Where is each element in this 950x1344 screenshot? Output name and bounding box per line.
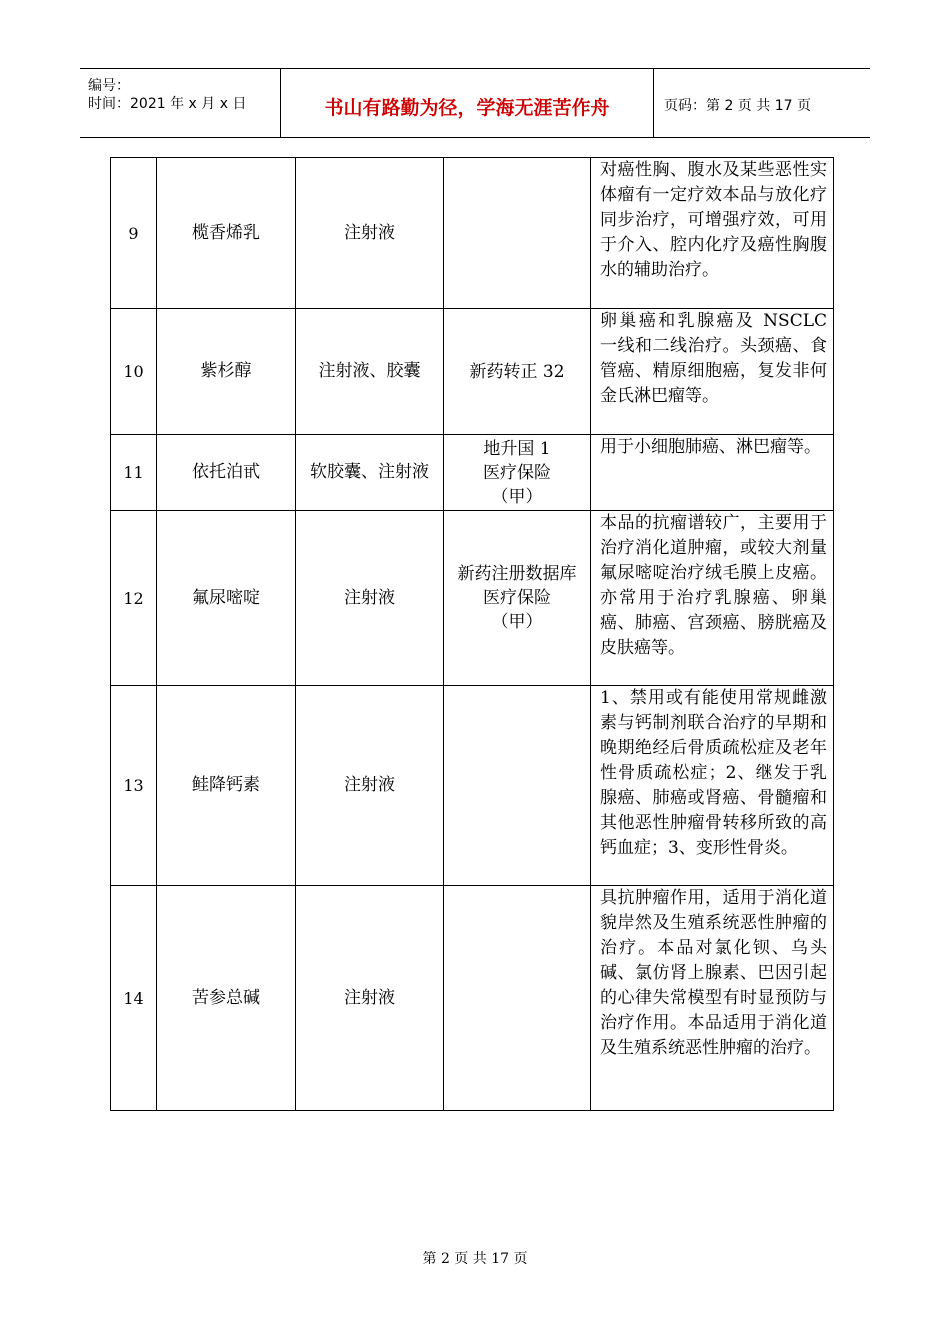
page-footer: 第 2 页 共 17 页 bbox=[422, 1251, 528, 1267]
registration-info bbox=[444, 158, 591, 309]
table-row bbox=[111, 158, 834, 309]
registration-line: 医疗保险 bbox=[483, 588, 551, 608]
drug-name: 依托泊甙 bbox=[157, 435, 296, 511]
registration-line: 新药转正 32 bbox=[469, 361, 565, 382]
drug-name: 鲑降钙素 bbox=[157, 686, 296, 886]
row-number: 13 bbox=[111, 686, 157, 886]
registration-line: （甲） bbox=[491, 486, 543, 507]
registration-line: 地升国 1 bbox=[483, 438, 551, 459]
drug-name: 氟尿嘧啶 bbox=[157, 511, 296, 686]
table-row bbox=[111, 435, 834, 511]
registration-info bbox=[444, 686, 591, 886]
registration-line: 医疗保险 bbox=[483, 462, 551, 483]
table-row bbox=[111, 686, 834, 886]
registration-info bbox=[444, 309, 591, 435]
indication-text: 卵巢癌和乳腺癌及 NSCLC 一线和二线治疗。头颈癌、食管癌、精原细胞癌，复发非何金氏淋巴瘤等。 bbox=[591, 309, 834, 435]
page-header bbox=[80, 68, 870, 138]
header-page-cell bbox=[654, 69, 870, 137]
registration-line: 新药注册数据库 bbox=[457, 564, 577, 584]
document-date-label: 时间：2021 年 x 月 x 日 bbox=[88, 96, 247, 112]
row-number: 14 bbox=[111, 886, 157, 1111]
indication-text: 用于小细胞肺癌、淋巴瘤等。 bbox=[591, 435, 834, 511]
header-meta bbox=[80, 69, 281, 137]
document-number-label: 编号： bbox=[88, 78, 130, 94]
dosage-form: 软胶囊、注射液 bbox=[296, 435, 444, 511]
registration-info bbox=[444, 435, 591, 511]
row-number: 9 bbox=[111, 158, 157, 309]
row-number: 12 bbox=[111, 511, 157, 686]
dosage-form: 注射液 bbox=[296, 158, 444, 309]
table-row bbox=[111, 309, 834, 435]
drug-table bbox=[110, 157, 834, 1111]
dosage-form: 注射液 bbox=[296, 511, 444, 686]
row-number: 10 bbox=[111, 309, 157, 435]
header-motto-cell bbox=[281, 69, 654, 137]
registration-line: （甲） bbox=[491, 612, 543, 632]
indication-text: 具抗肿瘤作用，适用于消化道貌岸然及生殖系统恶性肿瘤的治疗。本品对氯化钡、乌头碱、氯仿肾上腺素、巴因引起的心律失常模型有时显预防与治疗作用。本品适用于消化道及生殖系统恶性肿瘤的治疗。 bbox=[591, 886, 834, 1111]
table-row bbox=[111, 886, 834, 1111]
drug-name: 苦参总碱 bbox=[157, 886, 296, 1111]
header-motto: 书山有路勤为径，学海无涯苦作舟 bbox=[324, 97, 610, 119]
row-number: 11 bbox=[111, 435, 157, 511]
indication-text: 本品的抗瘤谱较广，主要用于治疗消化道肿瘤，或较大剂量氟尿嘧啶治疗绒毛膜上皮癌。亦常用于治疗乳腺癌、卵巢癌、肺癌、宫颈癌、膀胱癌及皮肤癌等。 bbox=[591, 511, 834, 686]
dosage-form: 注射液 bbox=[296, 686, 444, 886]
header-page-number: 页码：第 2 页 共 17 页 bbox=[664, 98, 811, 114]
drug-name: 紫杉醇 bbox=[157, 309, 296, 435]
registration-info bbox=[444, 511, 591, 686]
dosage-form: 注射液 bbox=[296, 886, 444, 1111]
dosage-form: 注射液、胶囊 bbox=[296, 309, 444, 435]
registration-info bbox=[444, 886, 591, 1111]
table-row bbox=[111, 511, 834, 686]
indication-text: 对癌性胸、腹水及某些恶性实体瘤有一定疗效本品与放化疗同步治疗，可增强疗效，可用于介入、腔内化疗及癌性胸腹水的辅助治疗。 bbox=[591, 158, 834, 309]
drug-name: 榄香烯乳 bbox=[157, 158, 296, 309]
indication-text: 1、禁用或有能使用常规雌激素与钙制剂联合治疗的早期和晚期绝经后骨质疏松症及老年性骨质疏松症；2、继发于乳腺癌、肺癌或肾癌、骨髓瘤和其他恶性肿瘤骨转移所致的高钙血症；3、变形性骨炎。 bbox=[591, 686, 834, 886]
